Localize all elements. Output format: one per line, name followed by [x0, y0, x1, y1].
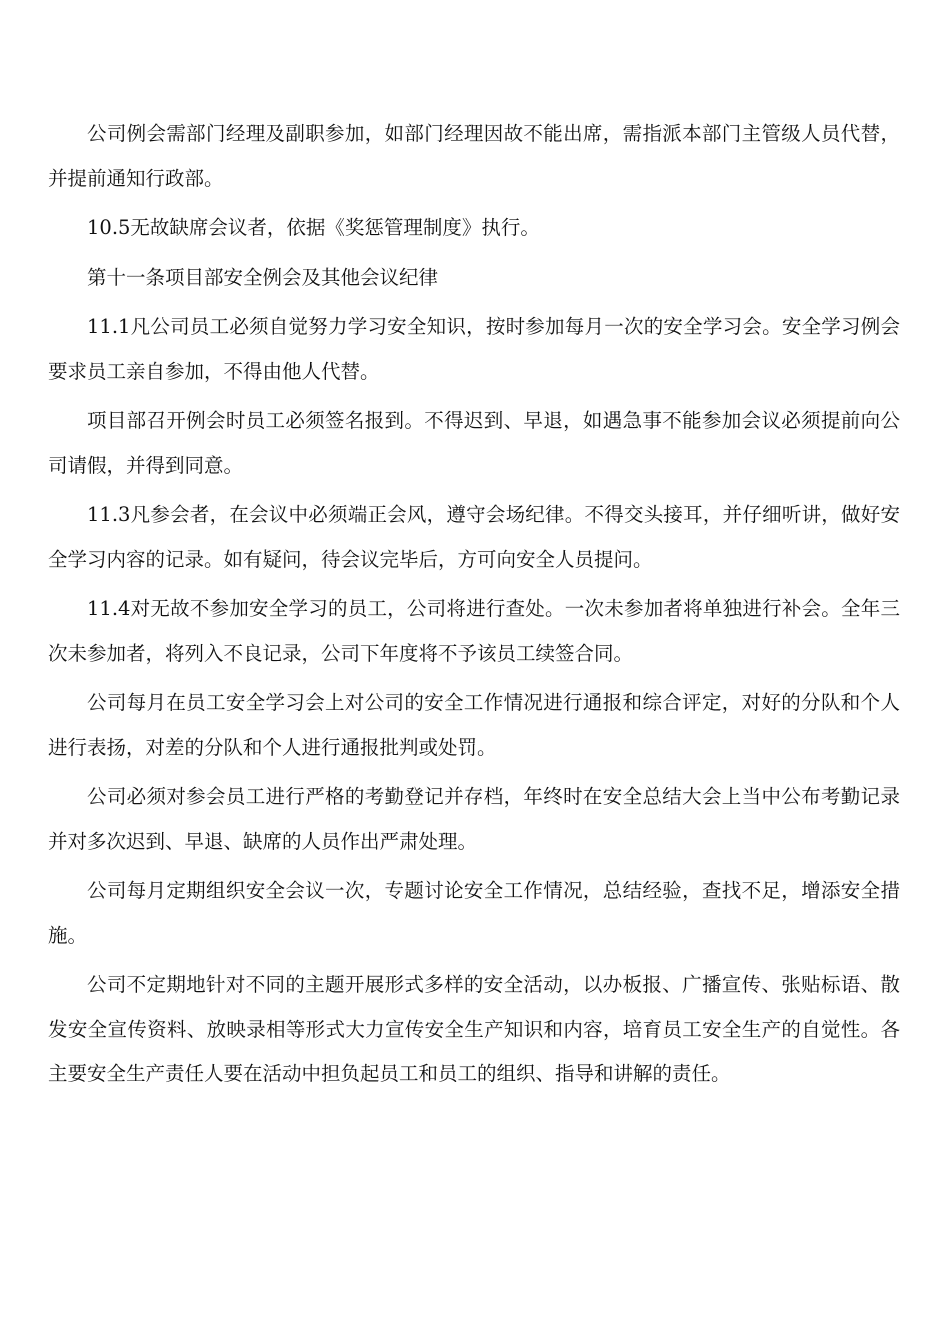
paragraph-monthly-safety-meeting: 公司每月定期组织安全会议一次，专题讨论安全工作情况，总结经验，查找不足，增添安全措施。 [48, 879, 900, 947]
paragraph-safety-activities: 公司不定期地针对不同的主题开展形式多样的安全活动，以办板报、广播宣传、张贴标语、散发安全宣传资料、放映录相等形式大力宣传安全生产知识和内容，培育员工安全生产的自觉性。各主要安全生产责任人要在活动中担负起员工和员工的组织、指导和讲解的责任。 [48, 973, 900, 1085]
section-heading-article-11: 第十一条项目部安全例会及其他会议纪律 [87, 265, 439, 289]
paragraph-10-5-absence: 10.5无故缺席会议者，依据《奖惩管理制度》执行。 [87, 216, 540, 239]
paragraph-11-4-penalties: 11.4对无故不参加安全学习的员工，公司将进行查处。一次未参加者将单独进行补会。全年三次未参加者，将列入不良记录，公司下年度将不予该员工续签合同。 [48, 597, 900, 665]
paragraph-monthly-evaluation: 公司每月在员工安全学习会上对公司的安全工作情况进行通报和综合评定，对好的分队和个人进行表扬，对差的分队和个人进行通报批判或处罚。 [48, 691, 900, 759]
paragraph-11-3-meeting-discipline: 11.3凡参会者，在会议中必须端正会风，遵守会场纪律。不得交头接耳，并仔细听讲，做好安全学习内容的记录。如有疑问，待会议完毕后，方可向安全人员提问。 [48, 503, 900, 571]
document-body [48, 112, 900, 1102]
paragraph-sign-in: 项目部召开例会时员工必须签名报到。不得迟到、早退，如遇急事不能参加会议必须提前向公司请假，并得到同意。 [48, 409, 900, 477]
paragraph-11-1-safety-study: 11.1凡公司员工必须自觉努力学习安全知识，按时参加每月一次的安全学习会。安全学习例会要求员工亲自参加，不得由他人代替。 [48, 315, 900, 383]
paragraph-meeting-attendance: 公司例会需部门经理及副职参加，如部门经理因故不能出席，需指派本部门主管级人员代替，并提前通知行政部。 [48, 122, 900, 190]
paragraph-attendance-records: 公司必须对参会员工进行严格的考勤登记并存档，年终时在安全总结大会上当中公布考勤记录并对多次迟到、早退、缺席的人员作出严肃处理。 [48, 785, 900, 853]
